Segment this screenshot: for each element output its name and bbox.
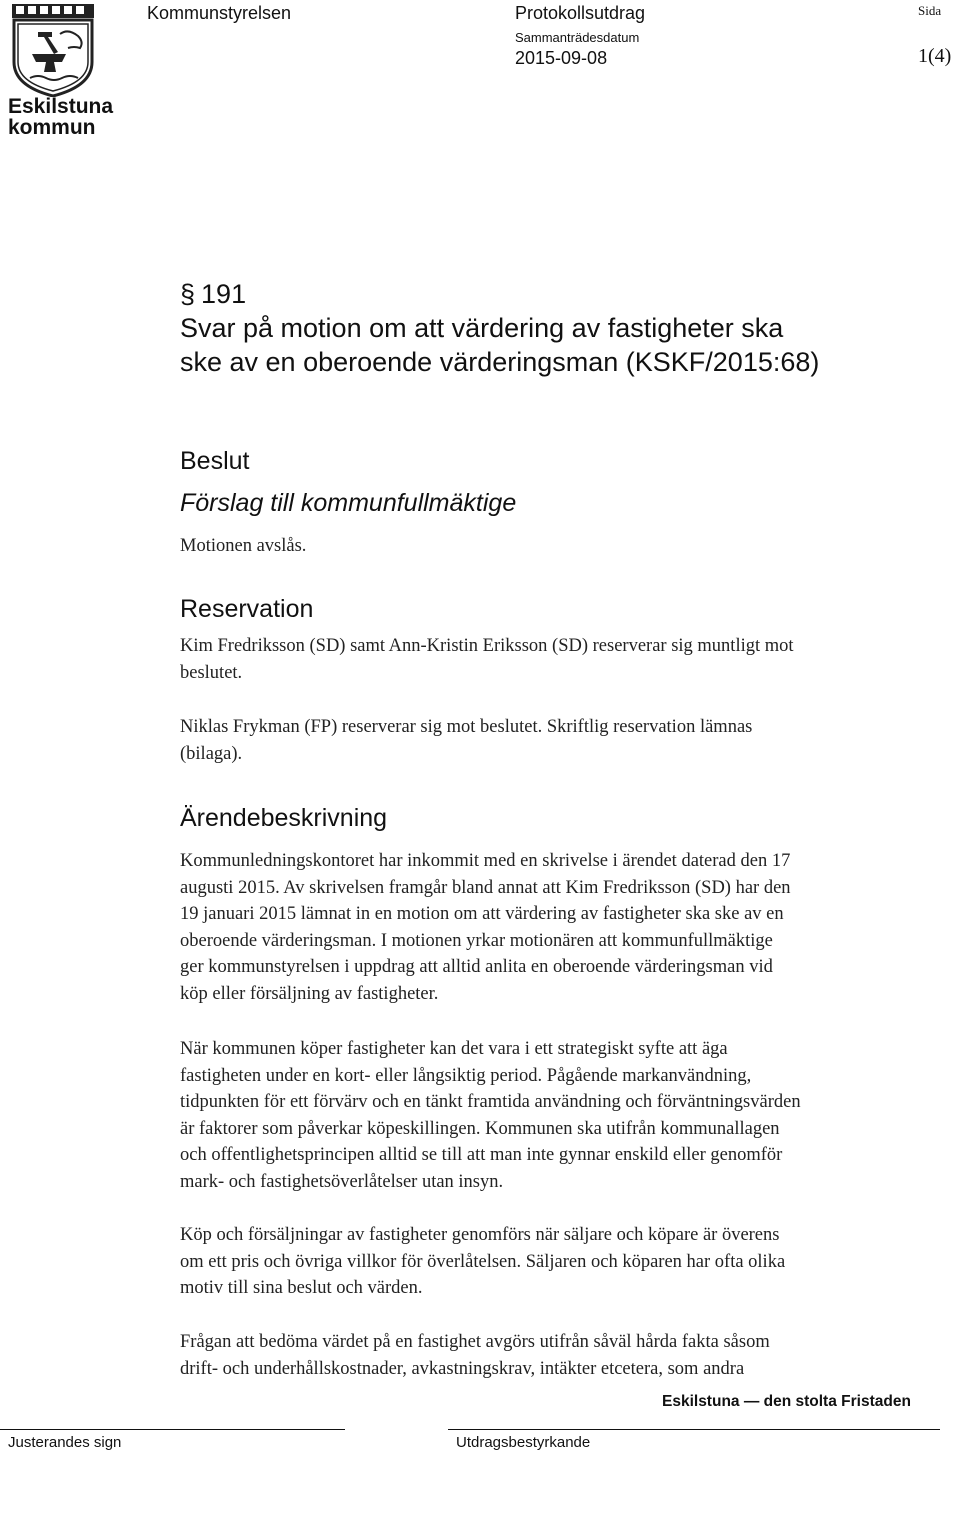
- logo-text-line1: Eskilstuna: [8, 95, 114, 118]
- arende-p1-line: köp eller försäljning av fastigheter.: [180, 983, 439, 1004]
- motto: Eskilstuna — den stolta Fristaden: [662, 1393, 911, 1410]
- arende-paragraph-1: [180, 848, 955, 1007]
- arende-p1-line: ger kommunstyrelsen i uppdrag att alltid anlita en oberoende värderingsman vid: [180, 957, 773, 977]
- arende-p2-line: mark- och fastighetsöverlåtelser utan insyn.: [180, 1171, 504, 1192]
- utdragsbestyrkande-label: Utdragsbestyrkande: [456, 1434, 591, 1451]
- arendebeskrivning-heading: Ärendebeskrivning: [180, 804, 388, 832]
- arende-p2-line: och offentlighetsprincipen alltid se till att man inte gynnar enskild eller genomför: [180, 1145, 783, 1165]
- document-type: Protokollsutdrag: [515, 3, 646, 23]
- section-mark: §: [180, 279, 196, 309]
- arende-p4-line: drift- och underhållskostnader, avkastningskrav, intäkter etcetera, som andra: [180, 1358, 745, 1379]
- arende-p2-line: är faktorer som påverkar köpeskillingen. Kommunen ska utifrån kommunallagen: [180, 1118, 780, 1139]
- arende-paragraph-2: [180, 1036, 955, 1195]
- arende-p3-line: om ett pris och övriga villkor för överlåtelsen. Säljaren och köparen har ofta olika: [180, 1251, 786, 1272]
- arende-p2-line: tidpunkten för ett förvärv och en tänkt framtida användning och förväntningsvärden: [180, 1092, 801, 1112]
- beslut-subheading: Förslag till kommunfullmäktige: [180, 489, 517, 517]
- arende-p1-line: oberoende värderingsman. I motionen yrkar motionären att kommunfullmäktige: [180, 930, 773, 951]
- paragraph-number-value: 191: [201, 279, 247, 309]
- arende-p1-line: augusti 2015. Av skrivelsen framgår bland annat att Kim Fredriksson (SD) har den: [180, 877, 791, 898]
- organization-name: Kommunstyrelsen: [147, 3, 292, 23]
- reservation-p2-line2: (bilaga).: [180, 744, 243, 764]
- coat-of-arms-icon: [8, 2, 98, 97]
- arende-p2-line: fastigheten under en kort- eller långsiktig period. Pågående markanvändning,: [180, 1065, 752, 1086]
- page-number: 1(4): [918, 45, 952, 67]
- arende-p1-line: Kommunledningskontoret har inkommit med en skrivelse i ärendet daterad den 17: [180, 851, 791, 871]
- paragraph-number: [180, 278, 246, 310]
- title-line1: Svar på motion om att värdering av fastigheter ska: [180, 313, 784, 343]
- logo-wordmark: [8, 96, 113, 138]
- arende-p1-line: 19 januari 2015 lämnat in en motion om att värdering av fastigheter ska ske av en: [180, 904, 784, 924]
- arende-paragraph-3: [180, 1222, 955, 1302]
- arende-paragraph-4: [180, 1329, 955, 1382]
- arende-p4-line: Frågan att bedöma värdet på en fastighet avgörs utifrån såväl hårda fakta såsom: [180, 1332, 770, 1352]
- title-line2: ske av en oberoende värderingsman (KSKF/2015:68): [180, 347, 820, 377]
- reservation-paragraph-1: [180, 633, 955, 687]
- reservation-p2-line1: Niklas Frykman (FP) reserverar sig mot beslutet. Skriftlig reservation lämnas: [180, 717, 753, 737]
- footer-rule-left: [0, 1429, 345, 1430]
- meeting-date-label: Sammanträdesdatum: [515, 30, 640, 45]
- reservation-p1-line1: Kim Fredriksson (SD) samt Ann-Kristin Eriksson (SD) reserverar sig muntligt mot: [180, 636, 794, 656]
- beslut-heading: Beslut: [180, 447, 250, 475]
- reservation-paragraph-2: [180, 714, 955, 768]
- arende-p2-line: När kommunen köper fastigheter kan det vara i ett strategiskt syfte att äga: [180, 1039, 728, 1059]
- arende-p3-line: motiv till sina beslut och värden.: [180, 1278, 423, 1298]
- reservation-heading: Reservation: [180, 595, 314, 623]
- beslut-text: Motionen avslås.: [180, 536, 307, 556]
- justerandes-sign-label: Justerandes sign: [8, 1434, 122, 1451]
- page-label: Sida: [918, 3, 942, 18]
- arende-p3-line: Köp och försäljningar av fastigheter genomförs när säljare och köpare är överens: [180, 1225, 780, 1245]
- reservation-p1-line2: beslutet.: [180, 663, 243, 683]
- meeting-date: 2015-09-08: [515, 48, 608, 68]
- footer-rule-right: [448, 1429, 940, 1430]
- logo-text-line2: kommun: [8, 116, 96, 139]
- page-title: [180, 311, 960, 379]
